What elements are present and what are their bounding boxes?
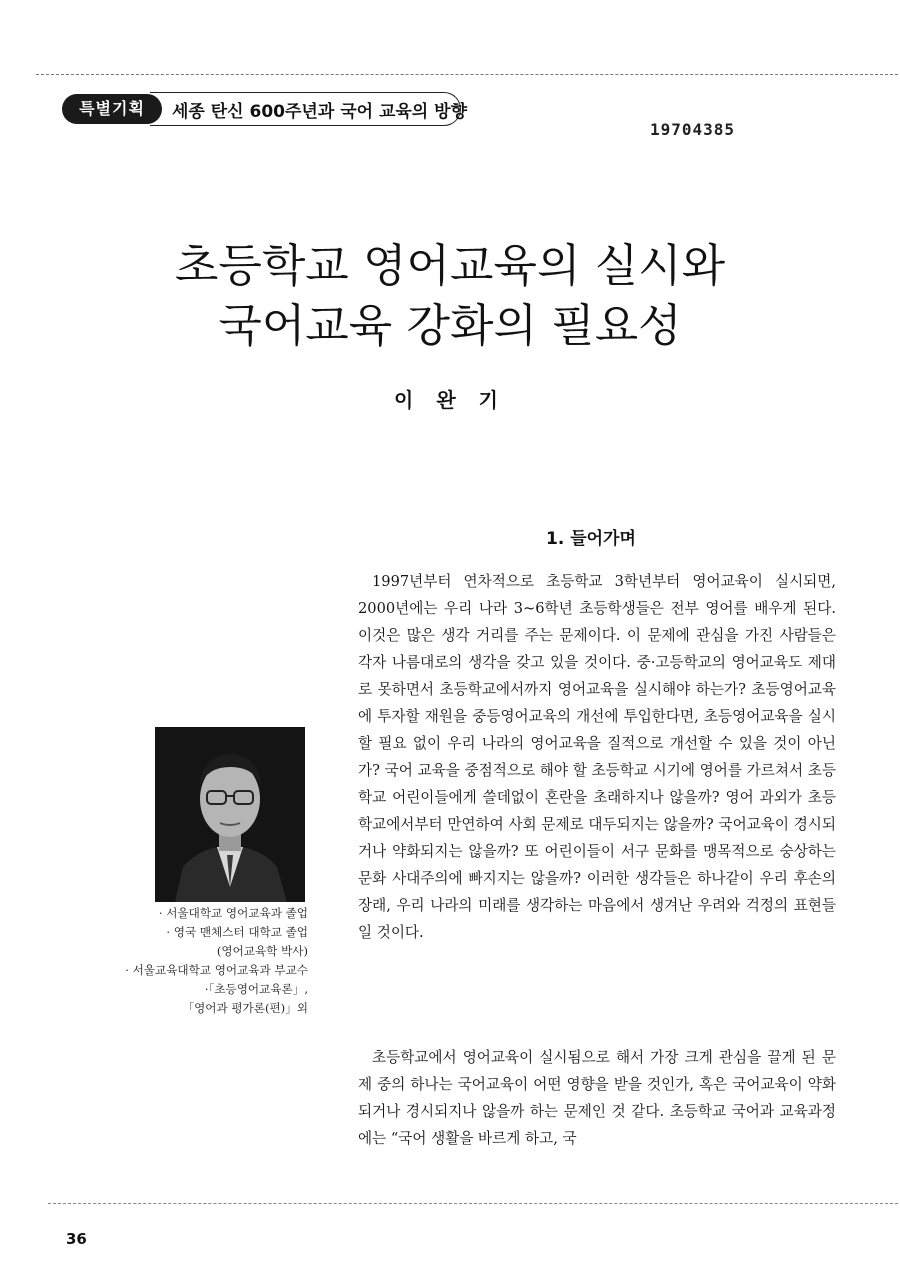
article-title (0, 236, 900, 356)
paragraph-text: 초등학교에서 영어교육이 실시됨으로 해서 가장 크게 관심을 끌게 된 문제 중의 하나는 국어교육이 어떤 영향을 받을 것인가, 혹은 국어교육이 약화되거나 경시되지나 않을까 하는 문제인 것 같다. 초등학교 국어과 교육과정에는 “국어 생활을 바르게 하고, 국 (358, 1049, 836, 1147)
top-rule (36, 74, 898, 75)
title-line-1: 초등학교 영어교육의 실시와 (174, 239, 726, 292)
author-name: 이 완 기 (394, 388, 506, 412)
bio-line: 「영어과 평가론(편)」외 (182, 1001, 308, 1015)
bio-line: (영어교육학 박사) (216, 944, 308, 958)
author-photo (155, 727, 305, 902)
series-topic: 세종 탄신 600주년과 국어 교육의 방향 (172, 102, 467, 122)
section-heading: 1. 들어가며 (546, 529, 636, 549)
paragraph-text: 1997년부터 연차적으로 초등학교 3학년부터 영어교육이 실시되면, 2000년에는 우리 나라 3~6학년 초등학생들은 전부 영어를 배우게 된다. 이것은 많은 생각 거리를 주는 문제이다. 이 문제에 관심을 가진 사람들은 각자 나름대로의 생각을 갖고 있을 것이다. 중·고등학교의 영어교육도 제대로 못하면서 초등학교에서까지 영어교육을 실시해야 하는가? 초등영어교육에 투자할 재원을 중등영어교육의 개선에 투입한다면, 초등영어교육을 실시할 필요 없이 우리 나라의 영어교육을 질적으로 개선할 수 있을 것이 아닌가? 국어 교육을 중점적으로 해야 할 초등학교 시기에 영어를 가르쳐서 초등학교 어린이들에게 쓸데없이 혼란을 초래하지나 않을까? 영어 과외가 초등학교에서부터 만연하여 사회 문제로 대두되지는 않을까? 국어교육이 경시되거나 약화되지는 않을까? 또 어린이들이 서구 문화를 맹목적으로 숭상하는 문화 사대주의에 빠지지는 않을까? 이러한 생각들은 하나같이 우리 후손의 장래, 우리 나라의 미래를 생각하는 마음에서 생겨난 우려와 걱정의 표현들일 것이다. (358, 573, 836, 941)
bottom-rule (48, 1203, 898, 1204)
series-banner (62, 90, 470, 128)
bio-line: ·「초등영어교육론」, (204, 982, 308, 996)
body-paragraph-1 (358, 568, 836, 946)
page-number: 36 (66, 1230, 87, 1248)
bio-line: · 서울대학교 영어교육과 졸업 (158, 906, 308, 920)
title-line-2: 국어교육 강화의 필요성 (218, 299, 682, 352)
body-paragraph-2 (358, 1044, 836, 1152)
author-portrait-image (155, 727, 305, 902)
document-number: 19704385 (650, 120, 736, 139)
bio-line: · 서울교육대학교 영어교육과 부교수 (125, 963, 308, 977)
author-bio (90, 904, 308, 1018)
series-label: 특별기획 (62, 94, 162, 124)
bio-line: · 영국 맨체스터 대학교 졸업 (166, 925, 308, 939)
